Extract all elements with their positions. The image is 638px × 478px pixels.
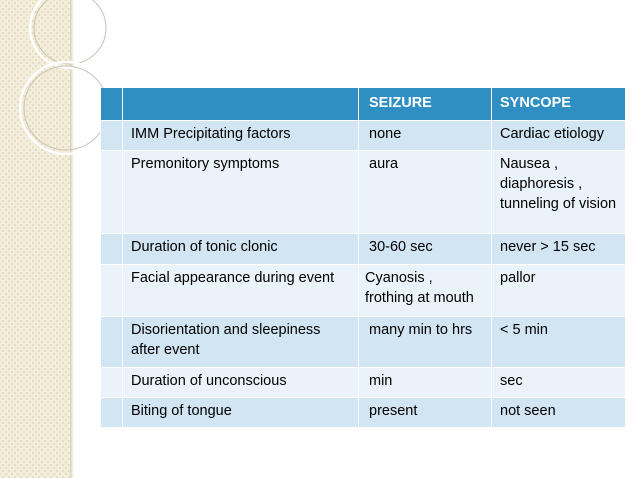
row-index-cell [101,121,123,151]
decorative-ring-upper [30,0,110,68]
table-row [101,398,625,428]
seizure-vs-syncope-table [100,88,625,428]
row-seizure-value: Cyanosis , frothing at mouth [359,265,492,317]
header-seizure: SEIZURE [359,88,492,121]
row-index-cell [101,234,123,265]
row-syncope-value: sec [492,368,625,398]
table-row [101,265,625,317]
row-index-cell [101,368,123,398]
row-syncope-value: Nausea , diaphoresis , tunneling of vision [492,151,625,234]
row-index-cell [101,398,123,428]
table-row [101,151,625,234]
header-feature-cell [123,88,359,121]
row-label: Duration of unconscious [123,368,359,398]
row-syncope-value: never > 15 sec [492,234,625,265]
table-row [101,317,625,368]
row-seizure-value: many min to hrs [359,317,492,368]
decorative-rings-graphic [0,0,110,170]
row-index-cell [101,317,123,368]
table-row [101,121,625,151]
row-syncope-value: pallor [492,265,625,317]
row-label: Premonitory symptoms [123,151,359,234]
row-seizure-value: 30-60 sec [359,234,492,265]
row-index-cell [101,151,123,234]
row-index-cell [101,265,123,317]
row-seizure-value: present [359,398,492,428]
row-label: Duration of tonic clonic [123,234,359,265]
row-label: Disorientation and sleepiness after event [123,317,359,368]
table-row [101,368,625,398]
row-syncope-value: Cardiac etiology [492,121,625,151]
row-syncope-value: not seen [492,398,625,428]
header-syncope: SYNCOPE [492,88,625,121]
table-row [101,234,625,265]
row-seizure-value: aura [359,151,492,234]
row-seizure-value: min [359,368,492,398]
decorative-ring-upper-inner [34,0,106,64]
decorative-ring-lower-inner [24,66,108,150]
row-seizure-value: none [359,121,492,151]
table-header-row [101,88,625,121]
header-index-cell [101,88,123,121]
row-label: Facial appearance during event [123,265,359,317]
row-label: IMM Precipitating factors [123,121,359,151]
row-syncope-value: < 5 min [492,317,625,368]
decorative-ring-lower [20,62,110,154]
row-label: Biting of tongue [123,398,359,428]
